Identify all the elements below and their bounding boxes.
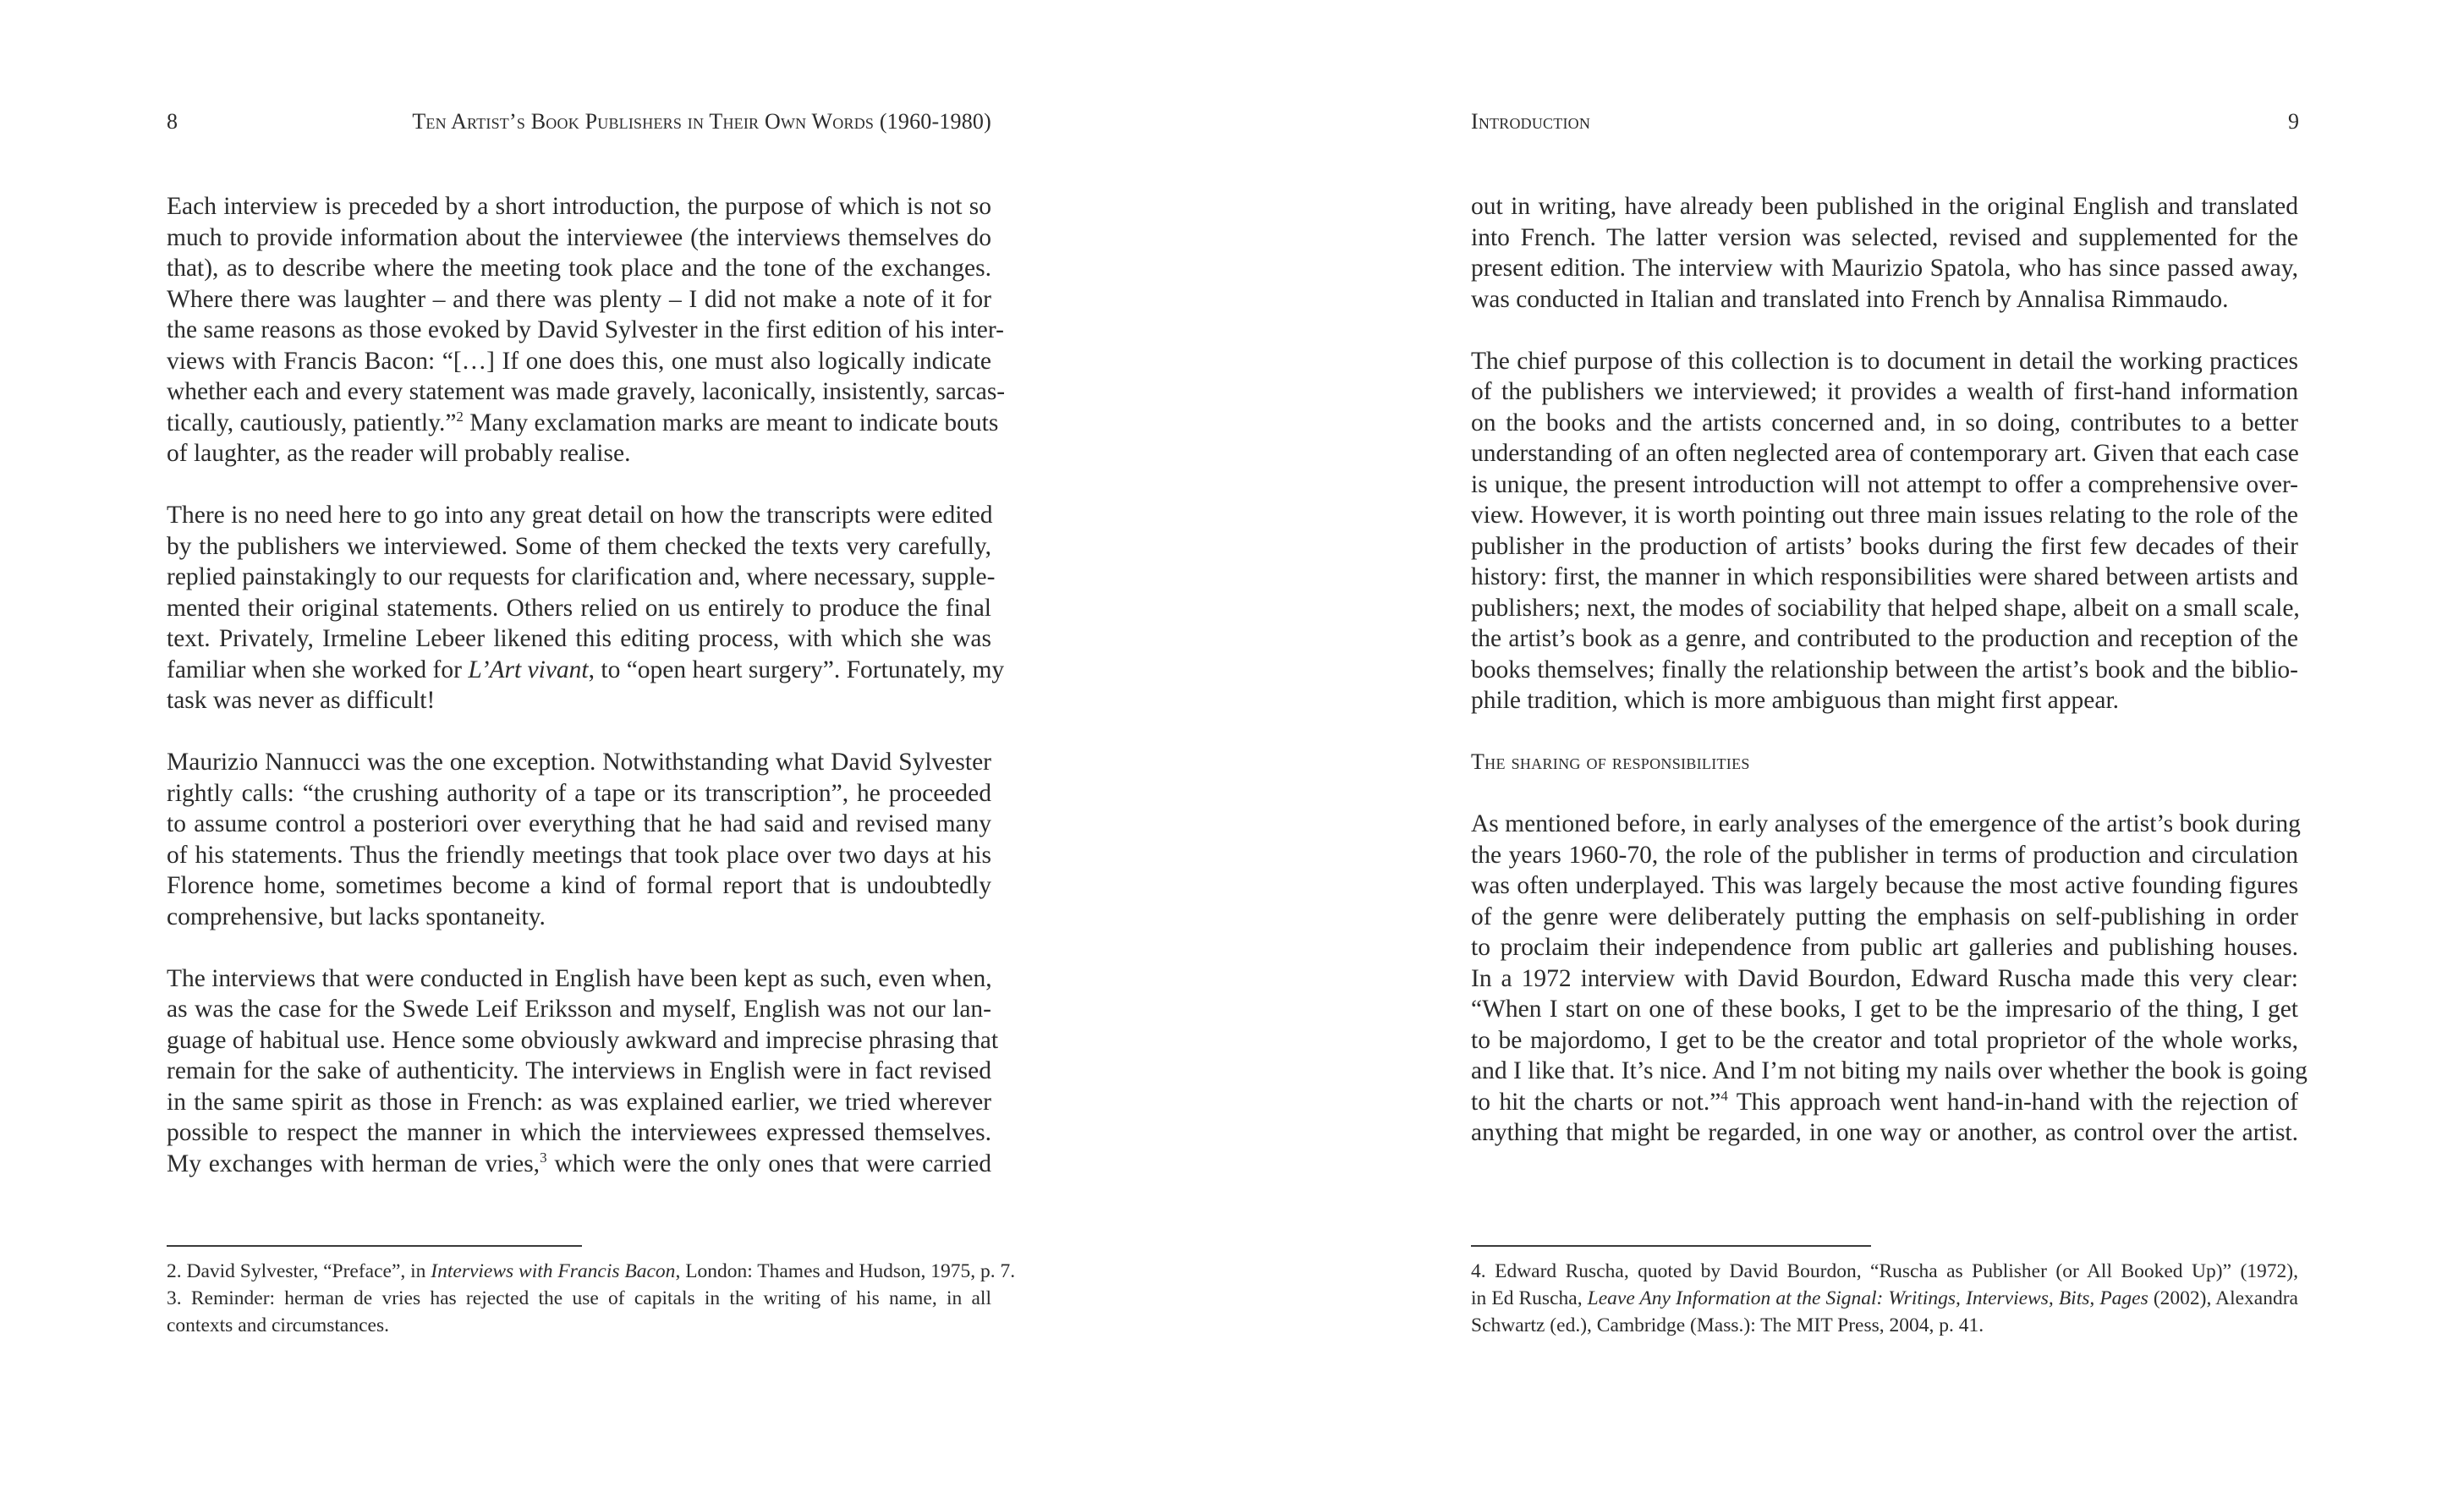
text-line: the same reasons as those evoked by David Sylvester in the first edition of his inter- [167,316,1004,343]
text-line: The interviews that were conducted in English have been kept as such, even when, [167,964,992,992]
text-line: whether each and every statement was made gravely, laconically, insistently, sarcas- [167,378,1006,405]
paragraph [1471,191,2298,315]
footnote-divider [1471,1245,1871,1247]
text-line: in the same spirit as those in French: as was explained earlier, we tried wherever [167,1088,991,1116]
text-line: of the publishers we interviewed; it provides a wealth of first-hand information [1471,378,2298,405]
footnote-ref[interactable]: 4 [1720,1087,1728,1104]
text-line: publishers; next, the modes of sociability that helped shape, albeit on a small scale, [1471,594,2300,622]
page-number: 8 [167,109,178,134]
text-line: was often underplayed. This was largely because the most active founding figures [1471,872,2298,899]
text-run: , to “open heart surgery”. Fortunately, my [588,656,1005,683]
paragraph [167,191,1006,469]
text-line: “When I start on one of these books, I get to be the impresario of the thing, I get [1471,996,2298,1023]
footnote-4-cont [1471,1285,2298,1312]
footnote-divider [167,1245,582,1247]
text-line: understanding of an often neglected area of contemporary art. Given that each case [1471,440,2299,467]
italic-title: L’Art vivant [468,656,589,683]
text-line [167,1149,991,1180]
footnote-2 [167,1258,1016,1285]
footnote-number: 4. [1471,1260,1486,1282]
text-line: out in writing, have already been published in the original English and translated [1471,193,2298,220]
text-run: Reminder: herman de vries has rejected the use of capitals in the writing of his name, in all [181,1287,991,1309]
text-line: In a 1972 interview with David Bourdon, Edward Ruscha made this very clear: [1471,964,2298,992]
text-line: Each interview is preceded by a short introduction, the purpose of which is not so [167,193,991,220]
text-run: familiar when she worked for [167,656,469,683]
paragraph [1471,809,2308,1149]
text-line: task was never as difficult! [167,687,436,714]
paragraph [167,747,991,932]
text-run: , London: Thames and Hudson, 1975, p. 7. [675,1260,1016,1282]
text-line: of laughter, as the reader will probably realise. [167,440,631,467]
text-line: text. Privately, Irmeline Lebeer likened this editing process, with which she was [167,625,991,652]
running-head: Introduction [1471,109,1591,134]
footnote-3-cont: contexts and circumstances. [167,1314,389,1336]
footnotes [167,1258,1016,1339]
text-line: into French. The latter version was selected, revised and supplemented for the [1471,223,2298,251]
text-line: present edition. The interview with Maurizio Spatola, who has since passed away, [1471,255,2298,282]
footnote-number: 2. [167,1260,182,1282]
text-line: As mentioned before, in early analyses of the emergence of the artist’s book during [1471,810,2301,837]
text-line: is unique, the present introduction will not attempt to offer a comprehensive over- [1471,470,2298,498]
text-line [167,408,999,439]
text-line: There is no need here to go into any great detail on how the transcripts were edited [167,502,993,529]
text-run: This approach went hand-in-hand with the rejection of [1727,1088,2298,1116]
text-line: of the genre were deliberately putting the emphasis on self-publishing in order [1471,903,2298,930]
text-line [167,655,1005,686]
text-line: possible to respect the manner in which the interviewees expressed themselves. [167,1119,991,1146]
text-run: David Sylvester, “Preface”, in [181,1260,431,1282]
text-line: Maurizio Nannucci was the one exception. Notwithstanding what David Sylvester [167,749,991,776]
text-run: tically, cautiously, patiently.” [167,409,457,436]
text-line: views with Francis Bacon: “[…] If one does this, one must also logically indicate [167,347,991,375]
text-line: anything that might be regarded, in one way or another, as control over the artist. [1471,1119,2298,1146]
text-run: My exchanges with herman de vries, [167,1150,541,1177]
text-line: was conducted in Italian and translated into French by Annalisa Rimmaudo. [1471,285,2229,313]
text-line: guage of habitual use. Hence some obviously awkward and imprecise phrasing that [167,1026,999,1054]
text-line: Florence home, sometimes become a kind of formal report that is undoubtedly [167,872,991,899]
text-line: mented their original statements. Others relied on us entirely to produce the final [167,594,991,622]
paragraph [167,500,1005,716]
paragraph [167,963,999,1180]
text-line: view. However, it is worth pointing out three main issues relating to the role of the [1471,502,2298,529]
footnote-3 [167,1285,991,1312]
text-line: to be majordomo, I get to be the creator and total proprietor of the whole works, [1471,1026,2298,1054]
text-line: comprehensive, but lacks spontaneity. [167,903,546,930]
section-heading: The sharing of responsibilities [1471,749,1750,774]
text-line: replied painstakingly to our requests for clarification and, where necessary, supple- [167,563,996,590]
footnote-number: 3. [167,1287,182,1309]
text-line: the years 1960-70, the role of the publisher in terms of production and circulation [1471,841,2298,869]
text-run: Edward Ruscha, quoted by David Bourdon, “Ruscha as Publisher (or All Booked Up)” (1972), [1485,1260,2298,1282]
text-line: publisher in the production of artists’ books during the first few decades of their [1471,532,2298,560]
paragraph [1471,346,2298,716]
text-line: phile tradition, which is more ambiguous than might first appear. [1471,687,2120,714]
body-text [167,191,1006,1210]
footnote-ref[interactable]: 2 [456,408,464,425]
footnote-ref[interactable]: 3 [540,1149,547,1166]
text-line: and I like that. It’s nice. And I’m not biting my nails over whether the book is going [1471,1057,2308,1084]
text-run: Many exclamation marks are meant to indicate bouts [463,409,999,436]
text-line: much to provide information about the interviewee (the interviews themselves do [167,223,991,251]
text-line: to proclaim their independence from public art galleries and publishing houses. [1471,934,2298,961]
footnotes [1471,1258,2298,1339]
text-run: in Ed Ruscha, [1471,1287,1588,1309]
footnote-4-cont: Schwartz (ed.), Cambridge (Mass.): The MIT Press, 2004, p. 41. [1471,1314,1984,1336]
text-line: books themselves; finally the relationship between the artist’s book and the biblio- [1471,656,2298,683]
italic-title: Interviews with Francis Bacon [431,1260,676,1282]
text-line: The chief purpose of this collection is to document in detail the working practices [1471,347,2298,375]
text-line: rightly calls: “the crushing authority of a tape or its transcription”, he proceeded [167,779,991,807]
text-line: as was the case for the Swede Leif Eriksson and myself, English was not our lan- [167,996,991,1023]
text-line: that), as to describe where the meeting took place and the tone of the exchanges. [167,255,991,282]
text-line: history: first, the manner in which responsibilities were shared between artists and [1471,563,2298,590]
text-line: Where there was laughter – and there was plenty – I did not make a note of it for [167,285,991,313]
text-line: to assume control a posteriori over everything that he had said and revised many [167,810,991,837]
text-line: by the publishers we interviewed. Some of them checked the texts very carefully, [167,532,991,560]
text-run: (2002), Alexandra [2148,1287,2298,1309]
text-run: to hit the charts or not.” [1471,1088,1721,1116]
text-line: of his statements. Thus the friendly meetings that took place over two days at his [167,841,991,869]
footnote-4 [1471,1258,2298,1285]
body-text [1471,191,2308,1179]
text-line [1471,1087,2298,1118]
running-head: Ten Artist’s Book Publishers in Their Own Words (1960-1980) [412,109,991,134]
text-line: remain for the sake of authenticity. The interviews in English were in fact revised [167,1057,991,1084]
right-page [1232,0,2464,1498]
text-run: which were the only ones that were carried [546,1150,991,1177]
text-line: on the books and the artists concerned and, in so doing, contributes to a better [1471,409,2298,436]
italic-title: Leave Any Information at the Signal: Writings, Interviews, Bits, Pages [1587,1287,2148,1309]
page-number: 9 [2288,109,2299,134]
text-line: the artist’s book as a genre, and contributed to the production and reception of the [1471,625,2298,652]
